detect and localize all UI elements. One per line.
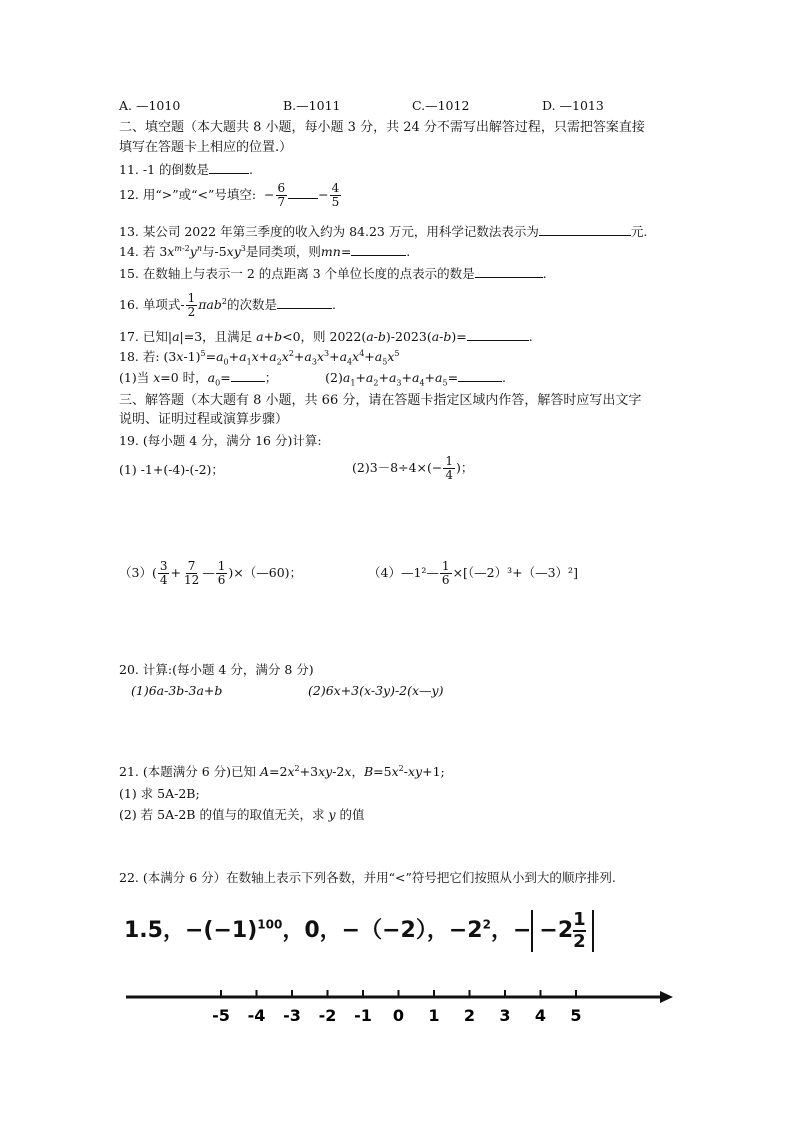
tick-label: 2 <box>463 1006 476 1025</box>
q11-end: . <box>249 162 253 177</box>
number-line <box>120 985 680 1030</box>
option-b: B.—1011 <box>283 98 341 113</box>
tick-label: 3 <box>499 1006 511 1025</box>
question-17: 17. 已知|a|=3，且满足 a+b<0，则 2022(a-b)-2023(a-b)= . <box>119 329 533 344</box>
question-19-part4: （4）—1²— $\frac{1}{6}$ ×[（—2）³+（—3）²] <box>368 559 578 587</box>
question-21-part2: (2) 若 5A-2B 的值与的取值无关，求 y 的值 <box>119 807 365 822</box>
question-12: 12. 用“>”或“<”号填空: − $\frac{6}{7}$ − $\frac{4}{5}$ <box>119 181 340 209</box>
q11-text: 11. -1 的倒数是 <box>119 162 210 177</box>
question-21-title: 21. (本题满分 6 分)已知 $A=2x^2+3xy-2x$，$B=5x^2-xy+1$; <box>119 763 445 779</box>
tick-label: -3 <box>283 1006 301 1025</box>
question-16: 16. 单项式- $\frac{1}{2}$ πab$^2$的次数是 . <box>119 291 336 319</box>
question-19-part3: （3）( $\frac{3}{4}$ + $\frac{7}{12}$ — $\frac{1}{6}$ )×（—60)； <box>119 559 303 587</box>
fraction: $\frac{6}{7}$ <box>277 181 286 209</box>
question-20-part2: (2)6x+3(x-3y)-2(x—y) <box>308 683 444 698</box>
fraction: $\frac{1}{2}$ <box>187 291 196 319</box>
tick-label: 1 <box>428 1006 440 1025</box>
q13-end: 元. <box>630 224 648 239</box>
question-19-part1: (1) -1+(-4)-(-2)； <box>119 462 224 477</box>
section2-heading-cont: 填写在答题卡上相应的位置.） <box>119 140 293 155</box>
question-11 <box>119 162 253 178</box>
tick-label: -4 <box>247 1006 266 1025</box>
question-18-subparts: (1)当 x=0 时，$a_0=$ ； $(2)a_1+a_2+a_3+a_4+a_5=$ . <box>119 370 507 388</box>
section3-heading: 三、解答题（本大题有 8 小题，共 66 分，请在答题卡指定区域内作答，解答时应写出文字 <box>119 393 642 408</box>
q15-text: 15. 在数轴上与表示一 2 的点距离 3 个单位长度的点表示的数是 <box>119 266 475 281</box>
question-19-title: 19. (每小题 4 分，满分 16 分)计算: <box>119 433 322 448</box>
question-14: 14. 若 $3x^{m-2}y^n$与$-5xy^3$是同类项，则mn= . <box>119 243 411 259</box>
tick-label: 0 <box>392 1006 405 1025</box>
option-d: D. —1013 <box>542 98 604 113</box>
section2-heading: 二、填空题（本大题共 8 小题，每小题 3 分，共 24 分不需写出解答过程，只需把答案直接 <box>119 120 645 135</box>
arrow-head-icon <box>660 991 673 1003</box>
option-c: C.—1012 <box>412 98 470 113</box>
tick-group <box>212 990 581 1025</box>
q13-text: 13. 某公司 2022 年第三季度的收入约为 84.23 万元，用科学记数法表示为 <box>119 224 539 239</box>
numbers-to-plot: 1.5，$-(-1)^{100}$，0，−（−2），$-2^2$，− −2 $\frac{1}{2}$ <box>124 910 594 952</box>
question-21-part1: (1) 求 5A-2B; <box>119 786 200 801</box>
tick-label: 4 <box>534 1006 547 1025</box>
fraction: $\frac{4}{5}$ <box>331 181 340 209</box>
question-20-title: 20. 计算:(每小题 4 分，满分 8 分) <box>119 662 314 677</box>
q12-text: 12. 用“>”或“<”号填空: <box>119 187 257 202</box>
section3-heading-cont: 说明、证明过程或演算步骤） <box>119 412 289 427</box>
fraction: $\frac{1}{4}$ <box>445 454 454 482</box>
question-20-part1: (1)6a-3b-3a+b <box>131 683 223 698</box>
question-19-part2: (2)3－8÷4×(− $\frac{1}{4}$ )； <box>352 454 474 482</box>
tick-label: -5 <box>212 1006 230 1025</box>
option-a: A. —1010 <box>119 98 181 113</box>
tick-label: 5 <box>570 1006 582 1025</box>
tick-label: -1 <box>354 1006 372 1025</box>
question-22-title: 22. (本满分 6 分）在数轴上表示下列各数，并用“<”符号把它们按照从小到大的顺序排列. <box>119 870 616 885</box>
question-15: 15. 在数轴上与表示一 2 的点距离 3 个单位长度的点表示的数是 . <box>119 266 547 281</box>
question-13 <box>119 224 647 240</box>
tick-label: -2 <box>318 1006 337 1025</box>
question-18: 18. 若: $(3x-1)^5=a_0+a_1x+a_2x^2+a_3x^3+a_4x^4+a_5x^5$ <box>119 348 400 367</box>
